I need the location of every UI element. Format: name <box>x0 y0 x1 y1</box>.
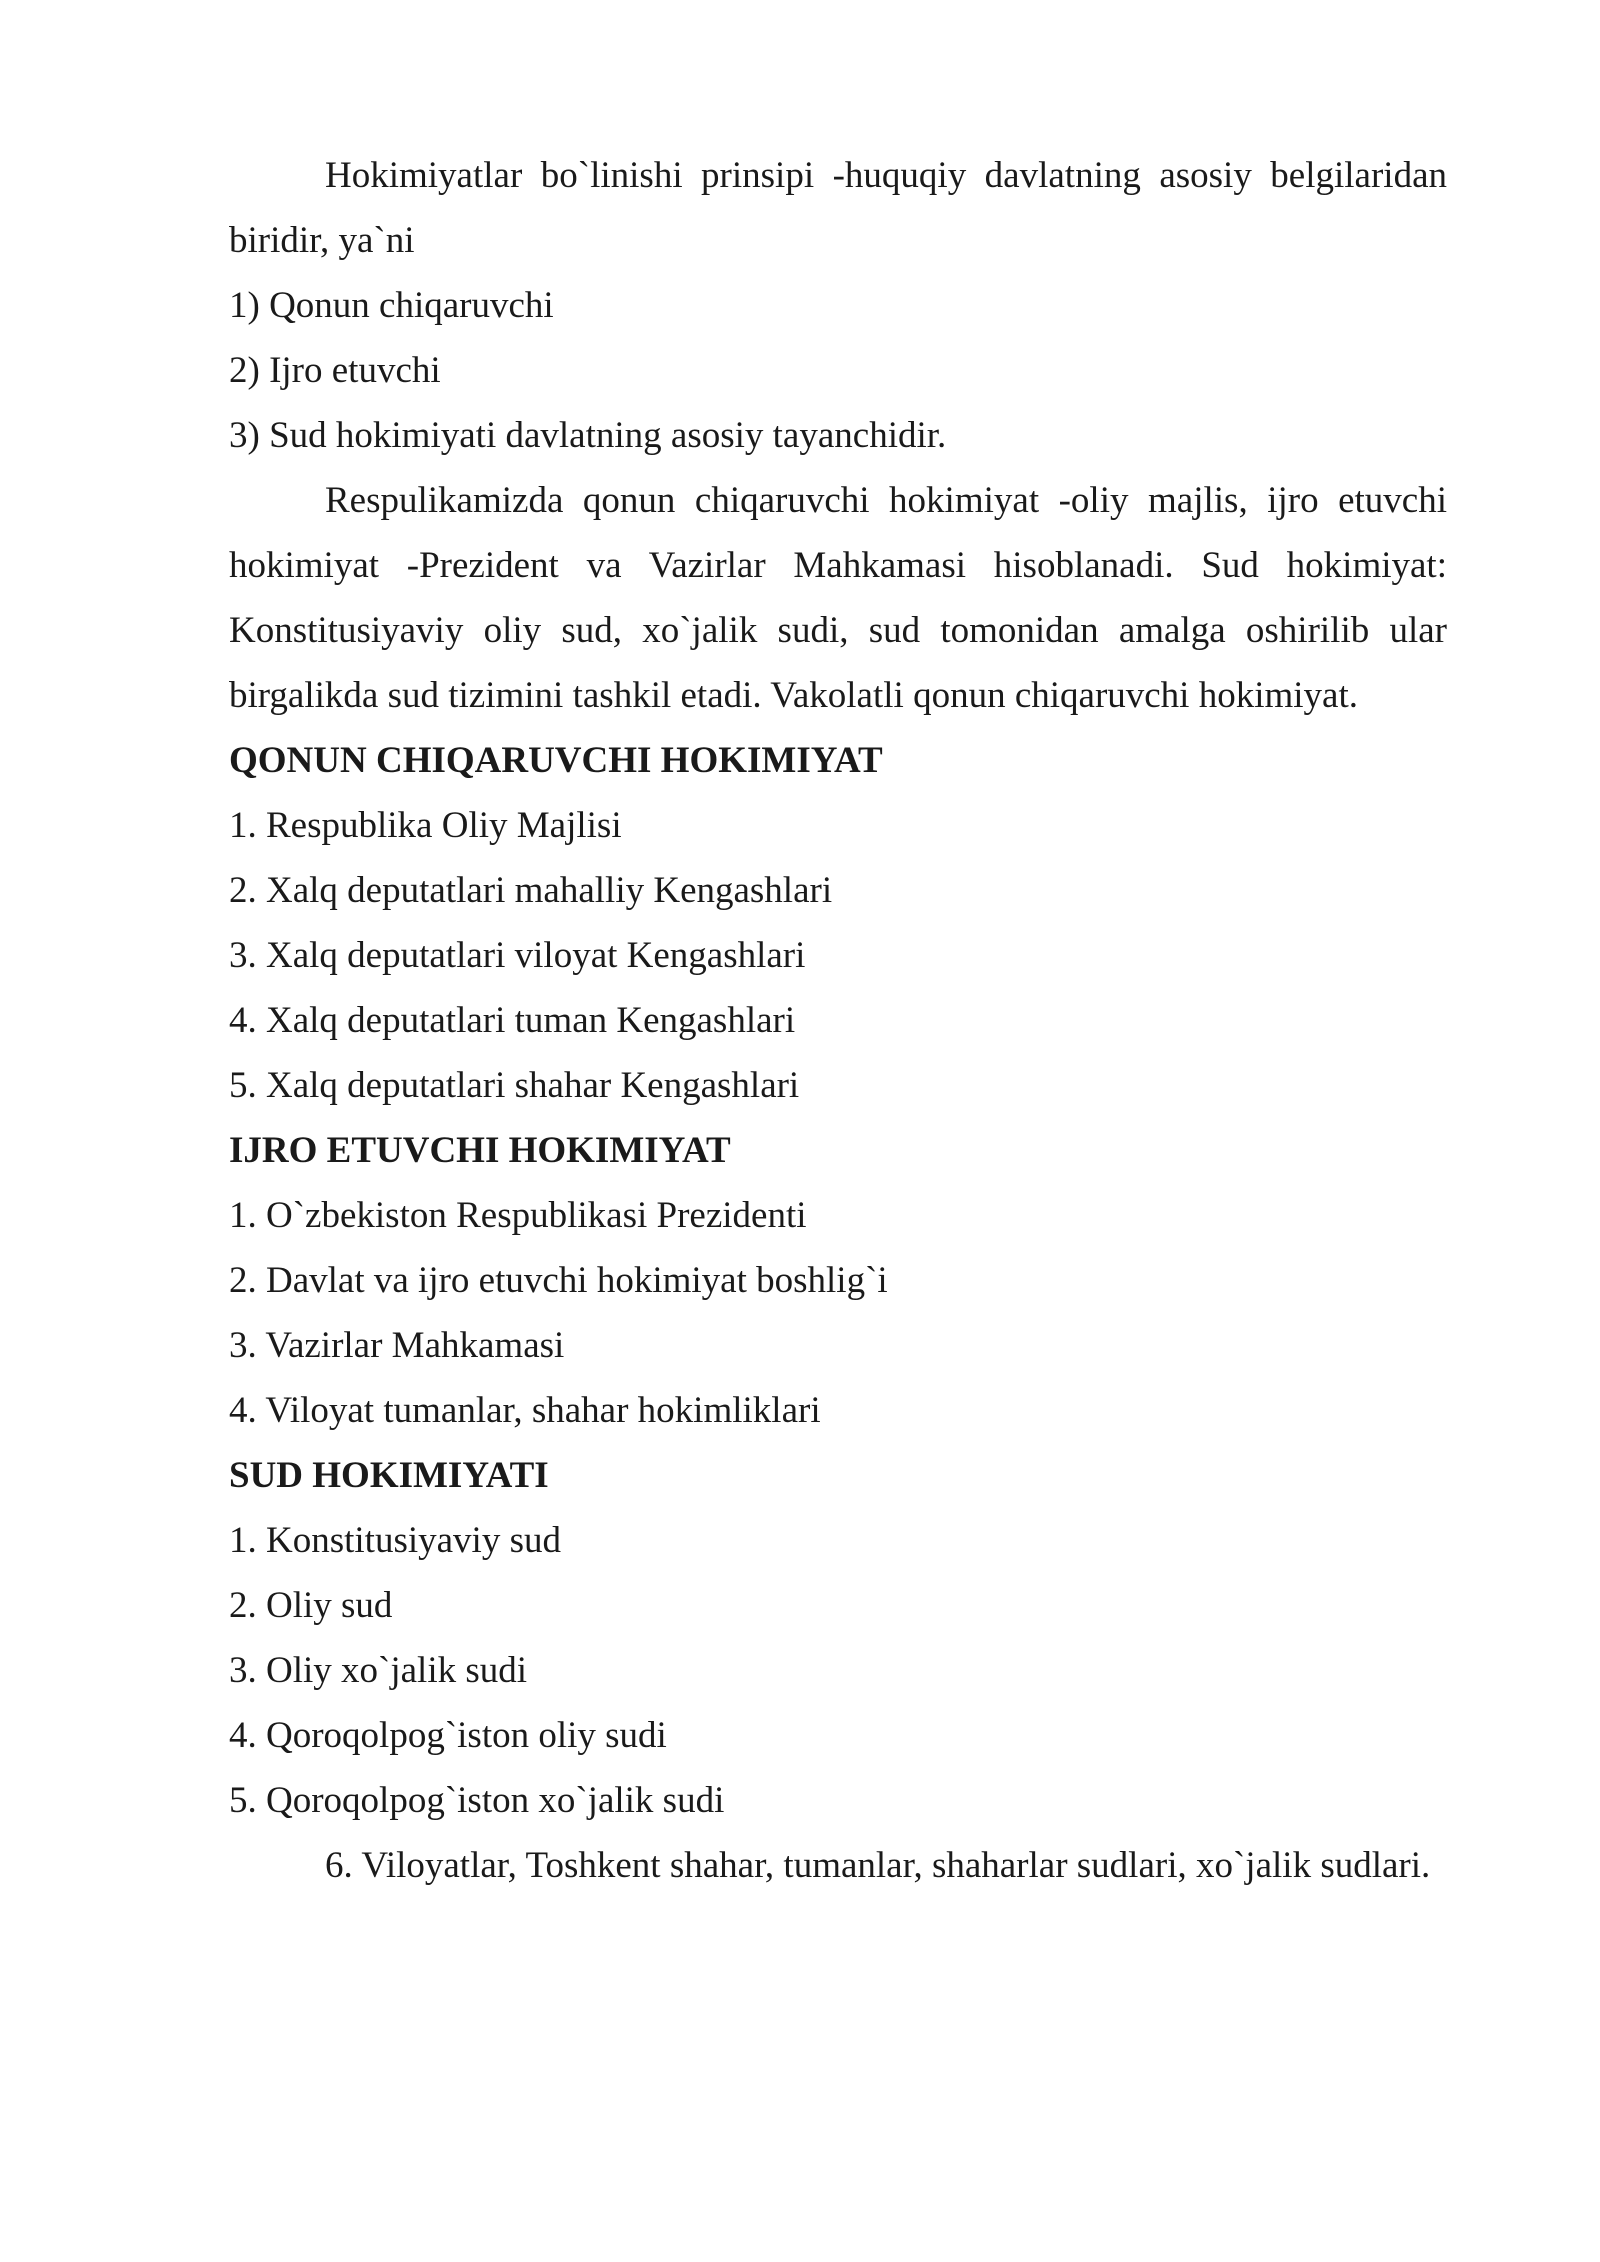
document-body <box>229 143 1447 1898</box>
legislative-item: 5. Xalq deputatlari shahar Kengashlari <box>229 1065 800 1106</box>
judicial-item: 6. Viloyatlar, Toshkent shahar, tumanlar, shaharlar sudlari, xo`jalik sudlari. <box>325 1845 1431 1886</box>
legislative-heading: QONUN CHIQARUVCHI HOKIMIYAT <box>229 740 883 781</box>
legislative-item: 2. Xalq deputatlari mahalliy Kengashlari <box>229 870 833 911</box>
judicial-item: 2. Oliy sud <box>229 1585 393 1626</box>
legislative-item: 1. Respublika Oliy Majlisi <box>229 805 622 846</box>
legislative-item: 4. Xalq deputatlari tuman Kengashlari <box>229 1000 796 1041</box>
intro-item: 1) Qonun chiqaruvchi <box>229 285 554 326</box>
judicial-item: 5. Qoroqolpog`iston xo`jalik sudi <box>229 1780 725 1821</box>
executive-item: 4. Viloyat tumanlar, shahar hokimliklari <box>229 1390 821 1431</box>
judicial-item: 1. Konstitusiyaviy sud <box>229 1520 561 1561</box>
executive-item: 3. Vazirlar Mahkamasi <box>229 1325 565 1366</box>
intro-paragraph: Hokimiyatlar bo`linishi prinsipi -huquqiy davlatning asosiy belgilaridan biridir, ya`ni <box>229 155 1447 261</box>
intro-item: 3) Sud hokimiyati davlatning asosiy tayanchidir. <box>229 415 947 456</box>
judicial-item: 3. Oliy xo`jalik sudi <box>229 1650 528 1691</box>
executive-heading: IJRO ETUVCHI HOKIMIYAT <box>229 1130 731 1171</box>
republic-paragraph: Respulikamizda qonun chiqaruvchi hokimiyat -oliy majlis, ijro etuvchi hokimiyat -Prezident va Vazirlar Mahkamasi hisoblanadi. Sud hokimiyat: Konstitusiyaviy oliy sud, xo`jalik sudi, sud tomonidan amalga oshirilib ular birgalikda sud tizimini tashkil etadi. Vakolatli qonun chiqaruvchi hokimiyat. <box>229 480 1447 716</box>
executive-item: 1. O`zbekiston Respublikasi Prezidenti <box>229 1195 807 1236</box>
judicial-heading: SUD HOKIMIYATI <box>229 1455 549 1496</box>
legislative-item: 3. Xalq deputatlari viloyat Kengashlari <box>229 935 806 976</box>
judicial-item: 4. Qoroqolpog`iston oliy sudi <box>229 1715 667 1756</box>
executive-item: 2. Davlat va ijro etuvchi hokimiyat boshlig`i <box>229 1260 888 1301</box>
intro-item: 2) Ijro etuvchi <box>229 350 441 391</box>
